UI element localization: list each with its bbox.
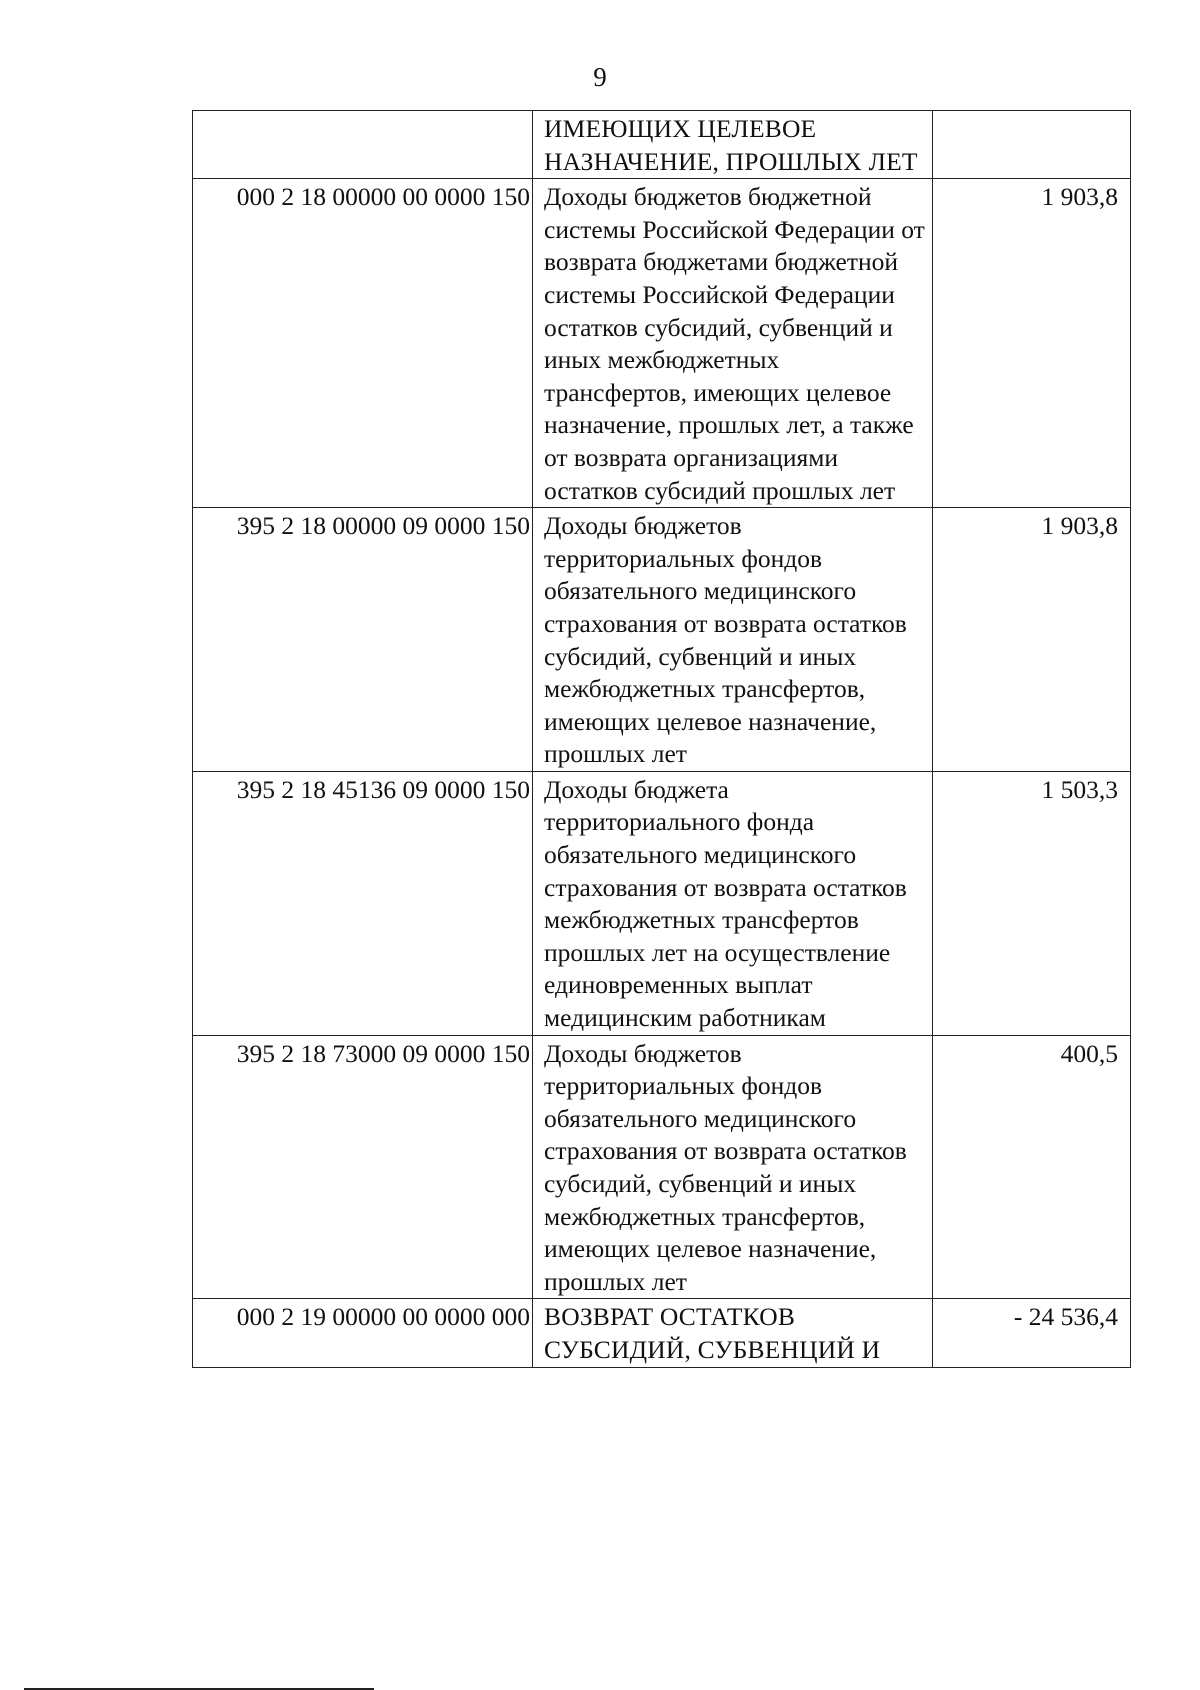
income-name-cell: Доходы бюджетов территориальных фондов обязательного медицинского страхования от возврата остатков субсидий, субвенций и иных межбюджетных трансфертов, имеющих целевое назначение, прошлых лет: [533, 1035, 933, 1299]
amount-cell: 1 903,8: [933, 179, 1131, 508]
amount-cell: 400,5: [933, 1035, 1131, 1299]
budget-code-cell: 000 2 19 00000 00 0000 000: [193, 1299, 533, 1367]
amount-cell: 1 903,8: [933, 508, 1131, 772]
amount-cell: [933, 111, 1131, 179]
table-row: [193, 1299, 1131, 1367]
table-row: [193, 1035, 1131, 1299]
budget-revenue-table: [192, 110, 1131, 1368]
table-row: [193, 111, 1131, 179]
income-name-cell: Доходы бюджетов бюджетной системы Российской Федерации от возврата бюджетами бюджетной системы Российской Федерации остатков субсидий, субвенций и иных межбюджетных трансфертов, имеющих целевое назначение, прошлых лет, а также от возврата организациями остатков субсидий прошлых лет: [533, 179, 933, 508]
budget-code-cell: 000 2 18 00000 00 0000 150: [193, 179, 533, 508]
table-row: [193, 179, 1131, 508]
table-row: [193, 508, 1131, 772]
amount-cell: - 24 536,4: [933, 1299, 1131, 1367]
income-name-cell: Доходы бюджетов территориальных фондов обязательного медицинского страхования от возврата остатков субсидий, субвенций и иных межбюджетных трансфертов, имеющих целевое назначение, прошлых лет: [533, 508, 933, 772]
table-row: [193, 771, 1131, 1035]
budget-code-cell: [193, 111, 533, 179]
budget-code-cell: 395 2 18 73000 09 0000 150: [193, 1035, 533, 1299]
budget-code-cell: 395 2 18 45136 09 0000 150: [193, 771, 533, 1035]
income-name-cell: ВОЗВРАТ ОСТАТКОВ СУБСИДИЙ, СУБВЕНЦИЙ И: [533, 1299, 933, 1367]
amount-cell: 1 503,3: [933, 771, 1131, 1035]
budget-code-cell: 395 2 18 00000 09 0000 150: [193, 508, 533, 772]
page-number: 9: [593, 62, 607, 92]
income-name-cell: ИМЕЮЩИХ ЦЕЛЕВОЕ НАЗНАЧЕНИЕ, ПРОШЛЫХ ЛЕТ: [533, 111, 933, 179]
income-name-cell: Доходы бюджета территориального фонда обязательного медицинского страхования от возврата остатков межбюджетных трансфертов прошлых лет на осуществление единовременных выплат медицинским работникам: [533, 771, 933, 1035]
